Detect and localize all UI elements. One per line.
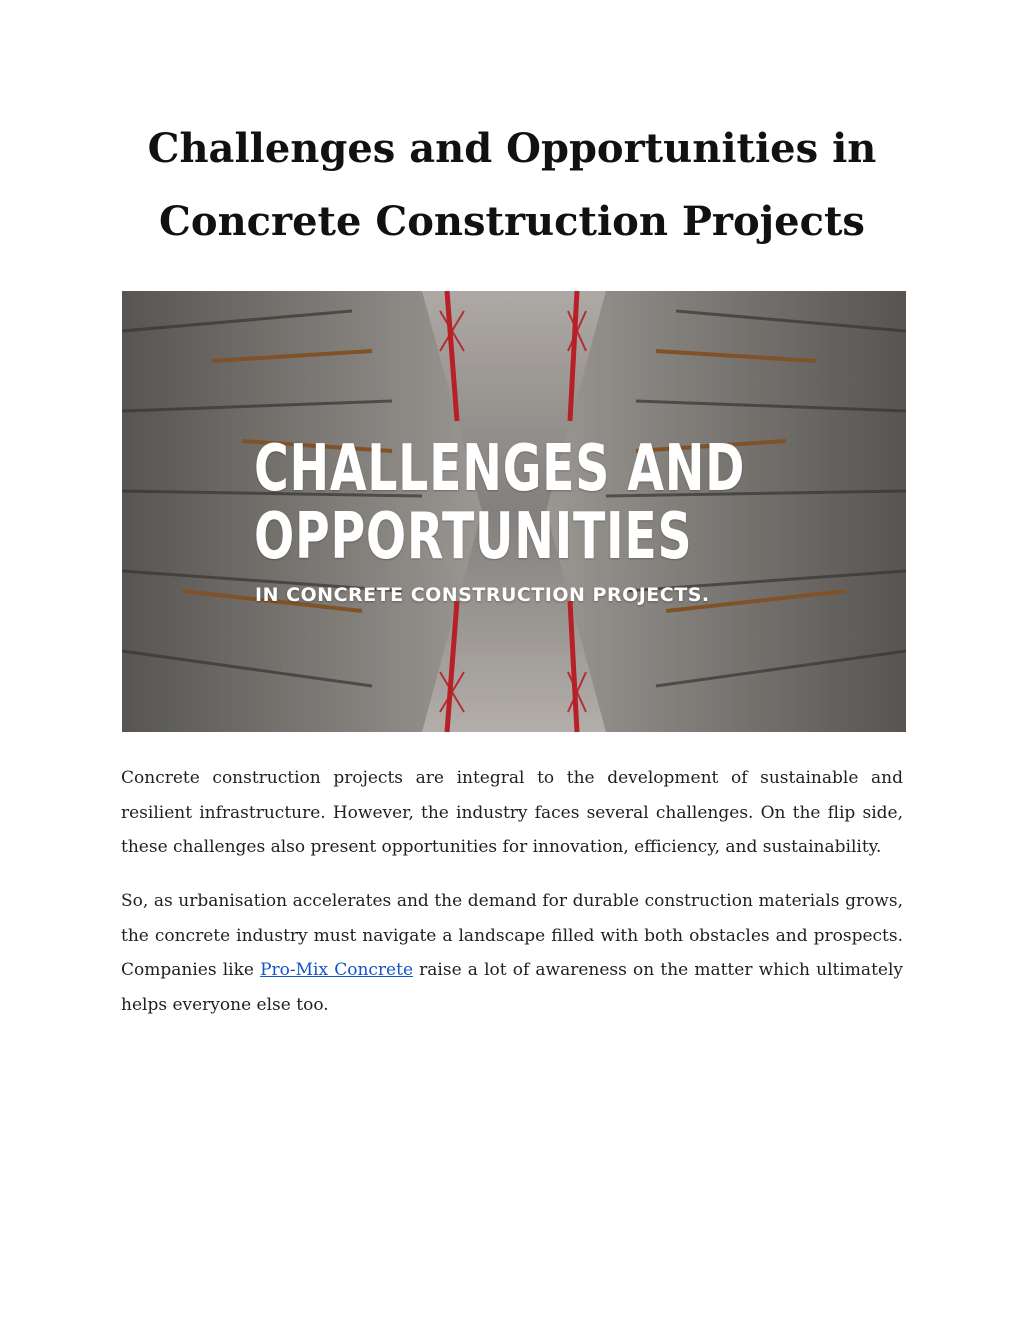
title-line-1: Challenges and Opportunities in [147,125,877,172]
page-title [100,112,924,258]
paragraph-urbanisation [121,884,903,1022]
hero-subheading: IN CONCRETE CONSTRUCTION PROJECTS. [255,584,710,606]
hero-heading-line-1: CHALLENGES AND [254,432,746,506]
paragraph-text-before-link: So, as urbanisation accelerates and the demand for durable construction materials grows, the concrete industry must navigate a landscape filled with both obstacles and prospects. Companies like [121,891,903,980]
title-line-2: Concrete Construction Projects [159,198,865,245]
hero-overlay-text [122,291,906,732]
pro-mix-concrete-link[interactable]: Pro-Mix Concrete [260,960,414,980]
hero-image [122,291,906,732]
hero-heading-line-2: OPPORTUNITIES [254,500,693,574]
paragraph-intro: Concrete construction projects are integral to the development of sustainable and resilient infrastructure. However, the industry faces several challenges. On the flip side, these challenges also present opportunities for innovation, efficiency, and sustainability. [121,768,903,857]
paragraph-text-after-link: raise a lot of awareness on the matter which ultimately helps everyone else too. [121,960,904,1015]
